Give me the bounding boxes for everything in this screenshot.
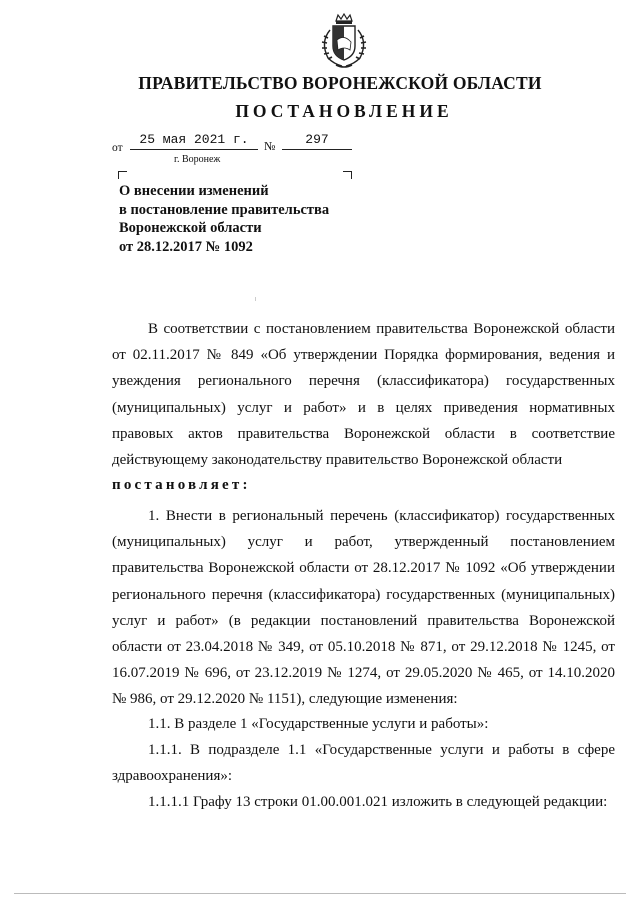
document-number-field: 297 [282, 132, 352, 150]
registration-line [112, 132, 412, 154]
date-prefix-label: от [112, 142, 123, 154]
item-1-1-paragraph: 1.1. В разделе 1 «Государственные услуги и работы»: [148, 716, 489, 732]
subject-line: от 28.12.2017 № 1092 [119, 238, 253, 255]
subject-bracket-left [118, 171, 127, 179]
subject-line: О внесении изменений [119, 183, 269, 199]
page-bottom-edge [14, 893, 626, 894]
number-sign-label: № [264, 139, 276, 153]
item-1-paragraph: 1. Внести в региональный перечень (классификатор) государственных (муниципальных) услуг и работ, утвержденный постановлением правительства Воронежской области от 28.12.2017 № 1092 «Об утверждении регионального перечня (классификатора) государственных (муниципальных) услуг и работ» (в редакции постановлений правительства Воронежской области от 23.04.2018 № 349, от 05.10.2018 № 871, от 29.12.2018 № 1245, от 16.07.2019 № 696, от 23.12.2019 № 1274, от 29.05.2020 № 465, от 14.10.2020 № 986, от 29.12.2020 № 1151), следующие изменения: [112, 508, 615, 708]
subject-line: Воронежской области [119, 220, 262, 236]
government-title: ПРАВИТЕЛЬСТВО ВОРОНЕЖСКОЙ ОБЛАСТИ [138, 73, 542, 93]
decree-word: постановляет: [112, 477, 251, 493]
preamble-paragraph: В соответствии с постановлением правительства Воронежской области от 02.11.2017 № 849 «Об утверждении Порядка формирования, ведения и увеждения регионального перечня (классификатора) государственных (муниципальных) услуг и работ» и в целях приведения нормативных правовых актов правительства Воронежской области в соответствие действующему законодательству правительство Воронежской области [112, 321, 615, 469]
item-1-1-1-paragraph: 1.1.1. В подразделе 1.1 «Государственные услуги и работы в сфере здравоохранения»: [112, 742, 615, 785]
item-1-1-1-1-paragraph: 1.1.1.1 Графу 13 строки 01.00.001.021 изложить в следующей редакции: [148, 794, 608, 810]
subject-bracket-right [343, 171, 352, 179]
document-subject [119, 182, 329, 256]
document-type-title: ПОСТАНОВЛЕНИЕ [235, 101, 453, 121]
city-label: г. Воронеж [174, 154, 221, 165]
subject-line: в постановление правительства [119, 201, 330, 218]
coat-of-arms-icon [312, 12, 376, 70]
document-date-field: 25 мая 2021 г. [130, 132, 258, 150]
scan-mark [255, 297, 256, 301]
